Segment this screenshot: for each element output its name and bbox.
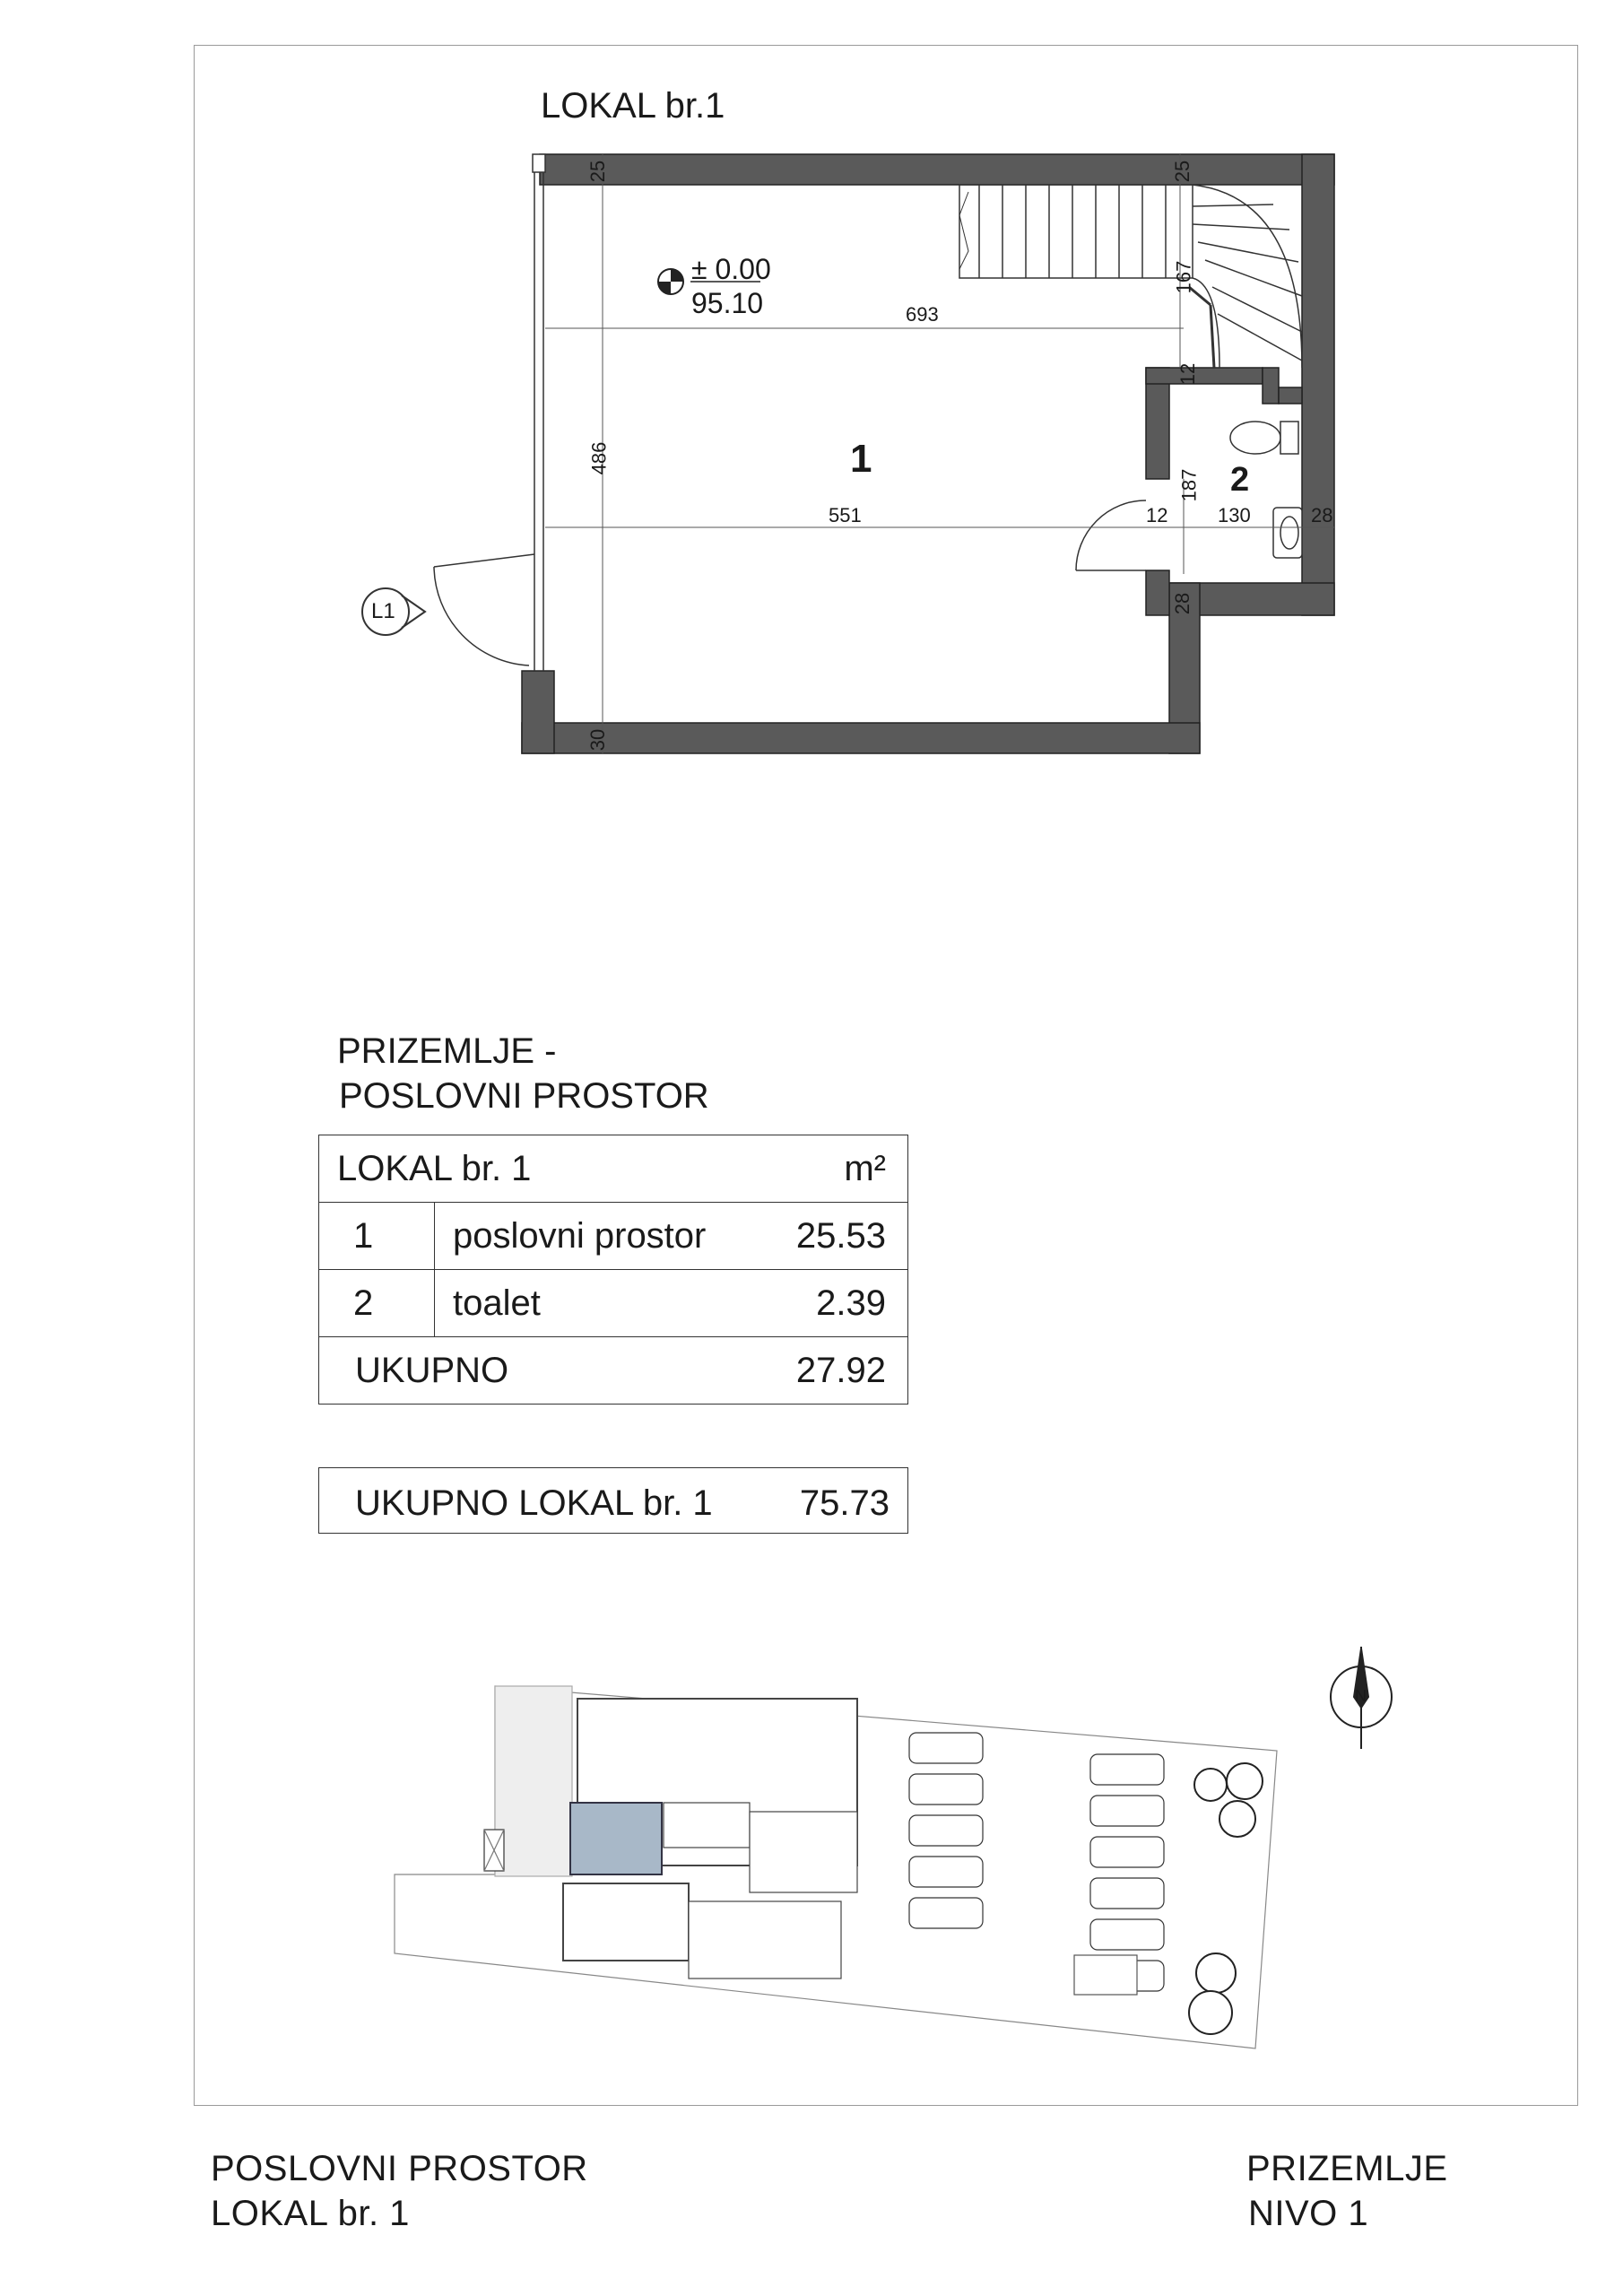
dim-187: 187 — [1177, 468, 1201, 502]
dim-486: 486 — [587, 441, 611, 475]
dim-30: 30 — [586, 728, 610, 752]
footer-right-line1: PRIZEMLJE — [1246, 2149, 1448, 2188]
section-heading-line1: PRIZEMLJE - — [337, 1031, 557, 1071]
staircase — [959, 185, 1302, 368]
table-row — [319, 1270, 908, 1337]
wc-door — [1076, 500, 1146, 570]
table-row — [319, 1203, 908, 1270]
level-absolute: 95.10 — [691, 287, 764, 319]
total-label: UKUPNO — [319, 1337, 755, 1405]
dim-25-right: 25 — [1171, 160, 1194, 183]
wall-right — [1302, 154, 1334, 615]
row-name: toalet — [435, 1270, 755, 1337]
entrance-door — [434, 554, 534, 665]
dim-28-lower: 28 — [1171, 592, 1194, 615]
dim-25-left: 25 — [586, 160, 610, 183]
row-area: 25.53 — [755, 1203, 908, 1270]
dimension-lines — [545, 154, 1334, 753]
footer-left-line2: LOKAL br. 1 — [211, 2194, 410, 2233]
footer-left-line1: POSLOVNI PROSTOR — [211, 2149, 588, 2188]
entrance-tag: L1 — [371, 599, 395, 623]
table-header-label: LOKAL br. 1 — [319, 1135, 755, 1203]
dim-12-lower: 12 — [1146, 504, 1168, 526]
table-header-unit: m² — [755, 1135, 908, 1203]
area-table — [318, 1135, 908, 1405]
row-number: 1 — [319, 1203, 435, 1270]
highlighted-unit — [570, 1803, 662, 1874]
wc-wall-lower — [1146, 570, 1169, 615]
dim-12-upper: 12 — [1176, 362, 1200, 386]
wc-wall-top-step — [1263, 368, 1279, 404]
wc-wall-top — [1146, 368, 1263, 384]
toilet-bowl — [1230, 422, 1280, 454]
wall-bottom — [522, 723, 1200, 753]
grand-total-label: UKUPNO LOKAL br. 1 — [355, 1483, 713, 1523]
grand-total-box — [318, 1467, 908, 1534]
footer-right-line2: NIVO 1 — [1248, 2194, 1369, 2233]
room1-number: 1 — [850, 437, 872, 481]
site-plan — [395, 1686, 1277, 2048]
wall-top — [540, 154, 1334, 185]
table-header-row — [319, 1135, 908, 1203]
dim-167: 167 — [1172, 260, 1195, 294]
compass-label: N — [1355, 1687, 1367, 1705]
toilet-tank — [1280, 422, 1298, 454]
wc-wall-top-right — [1279, 387, 1302, 404]
total-value: 27.92 — [755, 1337, 908, 1405]
walls — [522, 154, 1334, 753]
row-area: 2.39 — [755, 1270, 908, 1337]
table-total-row — [319, 1337, 908, 1405]
row-name: poslovni prostor — [435, 1203, 755, 1270]
level-mark: ± 0.00 — [691, 253, 771, 285]
wall-left-stub — [522, 671, 554, 753]
dim-28-right: 28 — [1311, 504, 1333, 526]
grand-total-value: 75.73 — [799, 1483, 890, 1523]
plan-title: LOKAL br.1 — [541, 86, 725, 126]
dim-130: 130 — [1218, 504, 1251, 526]
glass-facade — [533, 154, 545, 671]
section-heading-line2: POSLOVNI PROSTOR — [339, 1076, 709, 1116]
room2-number: 2 — [1230, 461, 1250, 499]
dim-693: 693 — [906, 303, 939, 326]
dim-551: 551 — [829, 504, 862, 526]
row-number: 2 — [319, 1270, 435, 1337]
